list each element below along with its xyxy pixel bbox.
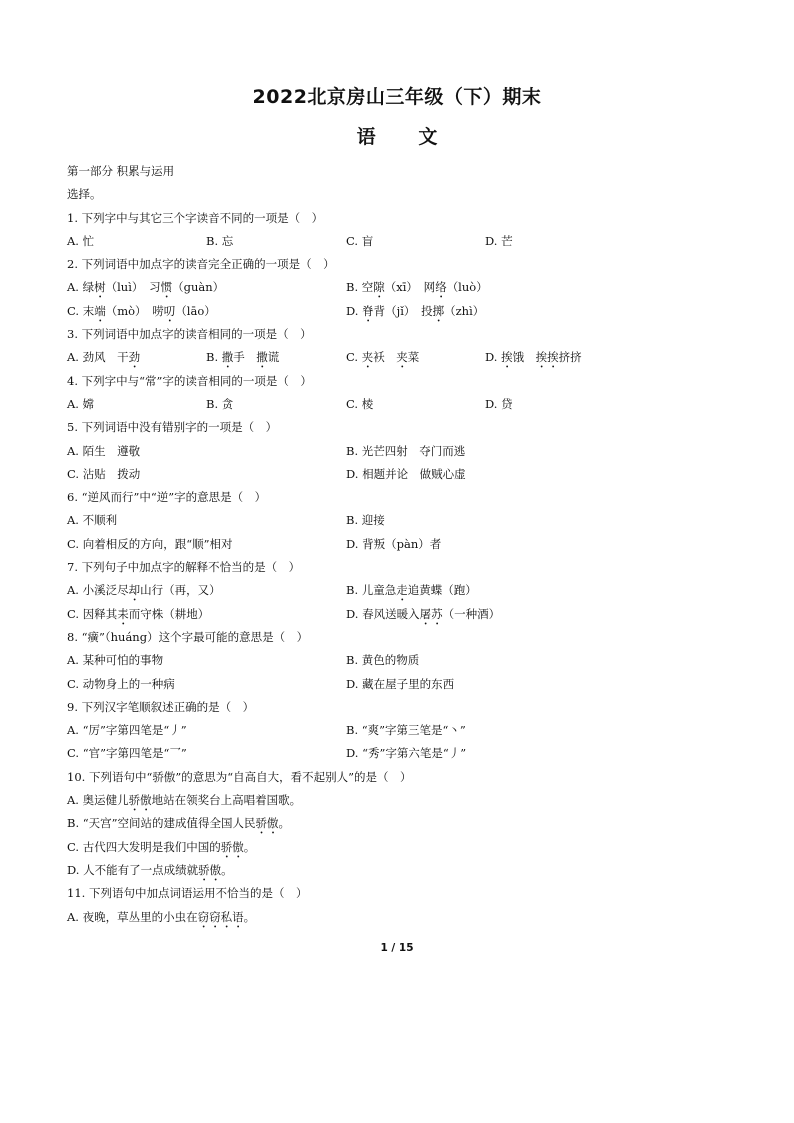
option-b: B. 忘 [206,233,234,248]
option-c: C. 夹袄 夹菜 [346,350,420,365]
option-c: C. 沾贴 拨动 [67,466,141,481]
question-11-option-a: A. 夜晚，草丛里的小虫在窃窃私语。 [67,909,256,924]
question-2-stem: 2. 下列词语中加点字的读音完全正确的一项是（ ） [67,257,335,272]
question-6-stem: 6. “逆风而行”中“逆”字的意思是（ ） [67,490,267,505]
option-a: A. 某种可怕的事物 [67,653,164,668]
question-9-stem: 9. 下列汉字笔顺叙述正确的是（ ） [67,699,255,714]
option-a: A. 小溪泛尽却山行（再，又） [67,583,221,598]
option-c: C. 末端（mò） 唠叨（lāo） [67,303,216,318]
option-a: A. 劲风 干劲 [67,350,141,365]
option-b: B. “爽”字第三笔是“丶” [346,723,466,738]
question-10-stem: 10. 下列语句中“骄傲”的意思为“自高自大，看不起别人”的是（ ） [67,769,412,784]
page-number: 1 / 15 [380,942,414,954]
question-1-options [67,230,727,253]
document-title: 2022北京房山三年级（下）期末 [252,86,542,108]
question-7-stem: 7. 下列句子中加点字的解释不恰当的是（ ） [67,560,301,575]
question-8-options-cd [67,673,727,696]
option-b: B. 空隙（xī） 网络（luò） [346,280,488,295]
option-a: A. 忙 [67,233,95,248]
option-d: D. 贷 [485,396,513,411]
question-2-options-cd [67,300,727,323]
question-3-stem: 3. 下列词语中加点字的读音相同的一项是（ ） [67,327,312,342]
option-d: D. “秀”字第六笔是“丿” [346,746,467,761]
question-10-option-a: A. 奥运健儿骄傲地站在领奖台上高唱着国歌。 [67,793,302,808]
option-c: C. 棱 [346,396,374,411]
option-d: D. 相题并论 做贼心虚 [346,466,466,481]
question-8-stem: 8. “癀”（huáng）这个字最可能的意思是（ ） [67,629,309,644]
option-c: C. “官”字第四笔是“乛” [67,746,187,761]
option-b: B. 光芒四射 夺门而逃 [346,443,466,458]
option-d: D. 芒 [485,233,513,248]
section-heading: 第一部分 积累与运用 [67,164,175,178]
option-b: B. 儿童急走追黄蝶（跑） [346,583,477,598]
option-b: B. 黄色的物质 [346,653,420,668]
subject-title [0,122,794,149]
question-5-stem: 5. 下列词语中没有错别字的一项是（ ） [67,420,278,435]
question-10-option-d: D. 人不能有了一点成绩就骄傲。 [67,862,233,877]
instruction: 选择。 [67,187,102,202]
option-a: A. “厉”字第四笔是“丿” [67,723,187,738]
question-1-stem: 1. 下列字中与其它三个字读音不同的一项是（ ） [67,210,324,225]
subject-char-1: 语 [356,126,376,148]
option-c: C. 盲 [346,233,374,248]
option-d: D. 藏在屋子里的东西 [346,676,455,691]
question-5-options-cd [67,463,727,486]
question-4-options [67,393,727,416]
question-8-options-ab [67,649,727,672]
option-c: C. 向着相反的方向，跟“顺”相对 [67,536,233,551]
question-2-options-ab [67,276,727,299]
option-a: A. 嫦 [67,396,95,411]
question-10-option-b: B. “天宫”空间站的建成值得全国人民骄傲。 [67,816,291,831]
option-d: D. 背叛（pàn）者 [346,536,442,551]
question-7-options-ab [67,579,727,602]
subject-char-2: 文 [418,126,438,148]
option-d: D. 春风送暖入屠苏（一种酒） [346,606,501,621]
option-a: A. 绿树（luì） 习惯（guàn） [67,280,225,295]
option-b: B. 迎接 [346,513,385,528]
question-6-options-ab [67,509,727,532]
question-6-options-cd [67,533,727,556]
question-7-options-cd [67,603,727,626]
option-b: B. 撒手 撒谎 [206,350,280,365]
question-9-options-ab [67,719,727,742]
option-a: A. 陌生 遵敬 [67,443,141,458]
option-d: D. 脊背（jǐ） 投掷（zhì） [346,303,485,318]
question-3-options [67,346,727,369]
option-c: C. 因释其耒而守株（耕地） [67,606,210,621]
question-5-options-ab [67,440,727,463]
option-b: B. 贪 [206,396,234,411]
question-9-options-cd [67,742,727,765]
question-10-option-c: C. 古代四大发明是我们中国的骄傲。 [67,839,256,854]
question-list [67,160,727,929]
question-11-stem: 11. 下列语句中加点词语运用不恰当的是（ ） [67,886,308,901]
option-a: A. 不顺利 [67,513,118,528]
option-c: C. 动物身上的一种病 [67,676,175,691]
option-d: D. 挨饿 挨挨挤挤 [485,350,582,365]
question-4-stem: 4. 下列字中与“常”字的读音相同的一项是（ ） [67,373,312,388]
